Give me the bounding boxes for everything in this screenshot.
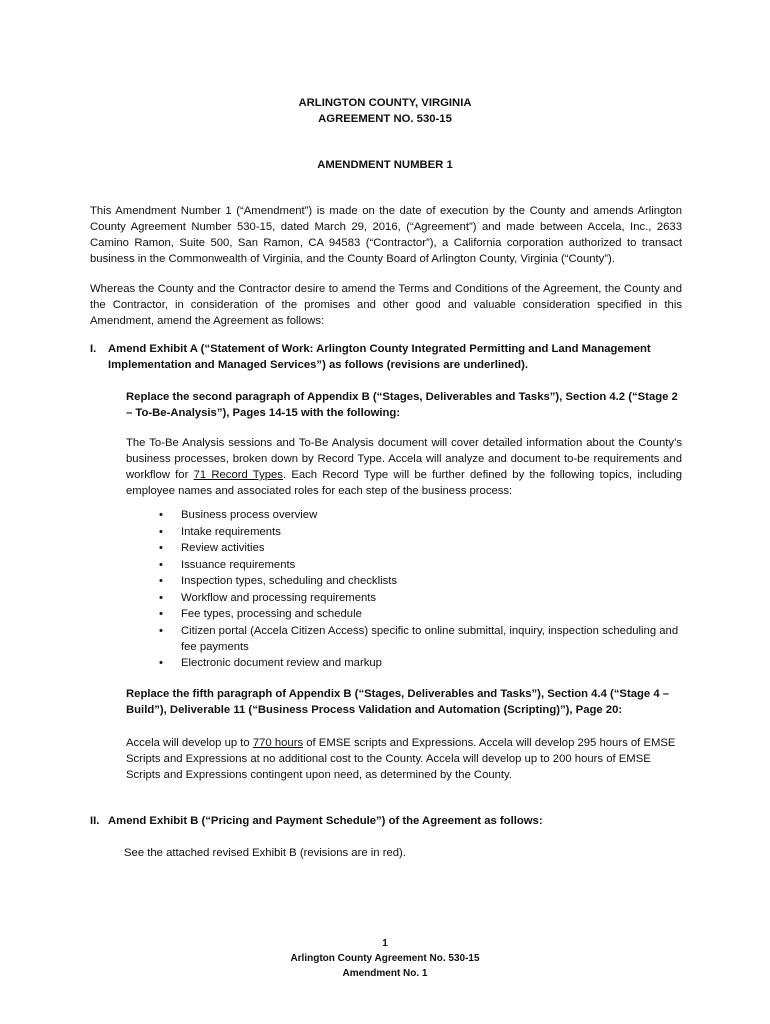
replace-instruction-2: Replace the fifth paragraph of Appendix B (“Stages, Deliverables and Tasks”), Section 4.4 (“Stage 4 – Build”), Deliverable 11 (“Business Process Validation and Automation (Scripting)”), Page 20: — [126, 688, 670, 716]
bullet-item — [126, 557, 682, 573]
intro-paragraph: This Amendment Number 1 (“Amendment”) is made on the date of execution by the County and amends Arlington County Agreement Number 530-15, dated March 29, 2016, (“Agreement”) and made between Accela, Inc., 2633 Camino Ramon, Suite 500, San Ramon, CA 94583 (“Contractor”), a California corporation authorized to transact business in the Commonwealth of Virginia, and the County Board of Arlington County, Virginia (“County”). — [90, 205, 682, 265]
amendment-title: AMENDMENT NUMBER 1 — [317, 159, 453, 171]
bullet-icon: • — [159, 558, 163, 571]
footer-page-number: 1 — [382, 938, 388, 949]
section-2-heading-text: Amend Exhibit B (“Pricing and Payment Schedule”) of the Agreement as follows: — [108, 815, 543, 827]
bullet-icon: • — [159, 624, 163, 637]
emse-text-end: of EMSE scripts and Expressions. Accela will develop 295 hours of EMSE Scripts and Expressions at no additional cost to the County. Accela will develop up to 200 hours of EMSE Scripts and Expressions contingent upon need, as determined by the County. — [126, 737, 676, 781]
bullet-text: Business process overview — [181, 509, 318, 521]
bullet-item — [126, 540, 682, 556]
section-1-heading-text: Amend Exhibit A (“Statement of Work: Arlington County Integrated Permitting and Land Management Implementation and Managed Services”) as follows (revisions are underlined). — [108, 343, 651, 371]
county-title: ARLINGTON COUNTY, VIRGINIA — [298, 97, 472, 109]
emse-text-start: Accela will develop up to — [126, 737, 253, 749]
section-2-heading — [90, 813, 682, 829]
to-be-text-end: . Each Record Type will be further defined by the following topics, including employee names and associated roles for each step of the business process: — [126, 469, 683, 497]
bullet-text: Issuance requirements — [181, 558, 296, 571]
whereas-paragraph: Whereas the County and the Contractor desire to amend the Terms and Conditions of the Agreement, the County and the Contractor, in consideration of the promises and other good and valuable consideration specified in this Amendment, amend the Agreement as follows: — [90, 283, 682, 327]
record-types-underlined: 71 Record Types — [193, 469, 283, 481]
bullet-item — [126, 606, 682, 622]
bullet-item — [126, 573, 682, 589]
section-1-number: I. — [90, 343, 97, 355]
topics-bullet-list — [126, 507, 682, 672]
bullet-icon: • — [159, 525, 163, 538]
bullet-icon: • — [159, 575, 163, 587]
to-be-analysis-paragraph — [126, 435, 682, 499]
agreement-number: AGREEMENT NO. 530-15 — [318, 113, 452, 125]
hours-underlined: 770 hours — [252, 737, 304, 749]
replace-instruction-1: Replace the second paragraph of Appendix B (“Stages, Deliverables and Tasks”), Section 4.2 (“Stage 2 – To-Be-Analysis”), Pages 14-15 with the following: — [126, 391, 678, 419]
footer-agreement: Arlington County Agreement No. 530-15 — [290, 953, 480, 964]
bullet-text: Review activities — [181, 542, 265, 554]
bullet-item — [126, 655, 682, 671]
bullet-icon: • — [159, 591, 163, 604]
footer-amendment: Amendment No. 1 — [342, 968, 428, 979]
to-be-text-start: The To-Be Analysis sessions and To-Be Analysis document will cover detailed information about the County’s business processes, broken down by Record Type. Accela will analyze and document to-be requirements and workflow for — [126, 437, 682, 481]
bullet-item — [126, 524, 682, 540]
bullet-text: Citizen portal (Accela Citizen Access) specific to online submittal, inquiry, inspection scheduling and fee payments — [181, 624, 679, 653]
bullet-text: Fee types, processing and schedule — [181, 608, 362, 620]
section-2-number: II. — [90, 815, 100, 827]
bullet-text: Electronic document review and markup — [181, 657, 382, 669]
bullet-item — [126, 507, 682, 523]
bullet-icon: • — [159, 608, 163, 620]
bullet-text: Workflow and processing requirements — [181, 591, 377, 604]
section-1-heading — [90, 341, 682, 373]
emse-scripts-paragraph — [126, 735, 682, 783]
bullet-text: Intake requirements — [181, 525, 281, 538]
bullet-text: Inspection types, scheduling and checklists — [181, 575, 398, 587]
bullet-item — [126, 590, 682, 606]
bullet-item — [126, 623, 682, 655]
section-2-body: See the attached revised Exhibit B (revisions are in red). — [124, 847, 406, 859]
bullet-icon: • — [159, 509, 163, 521]
bullet-icon: • — [159, 542, 163, 554]
bullet-icon: • — [159, 657, 163, 669]
